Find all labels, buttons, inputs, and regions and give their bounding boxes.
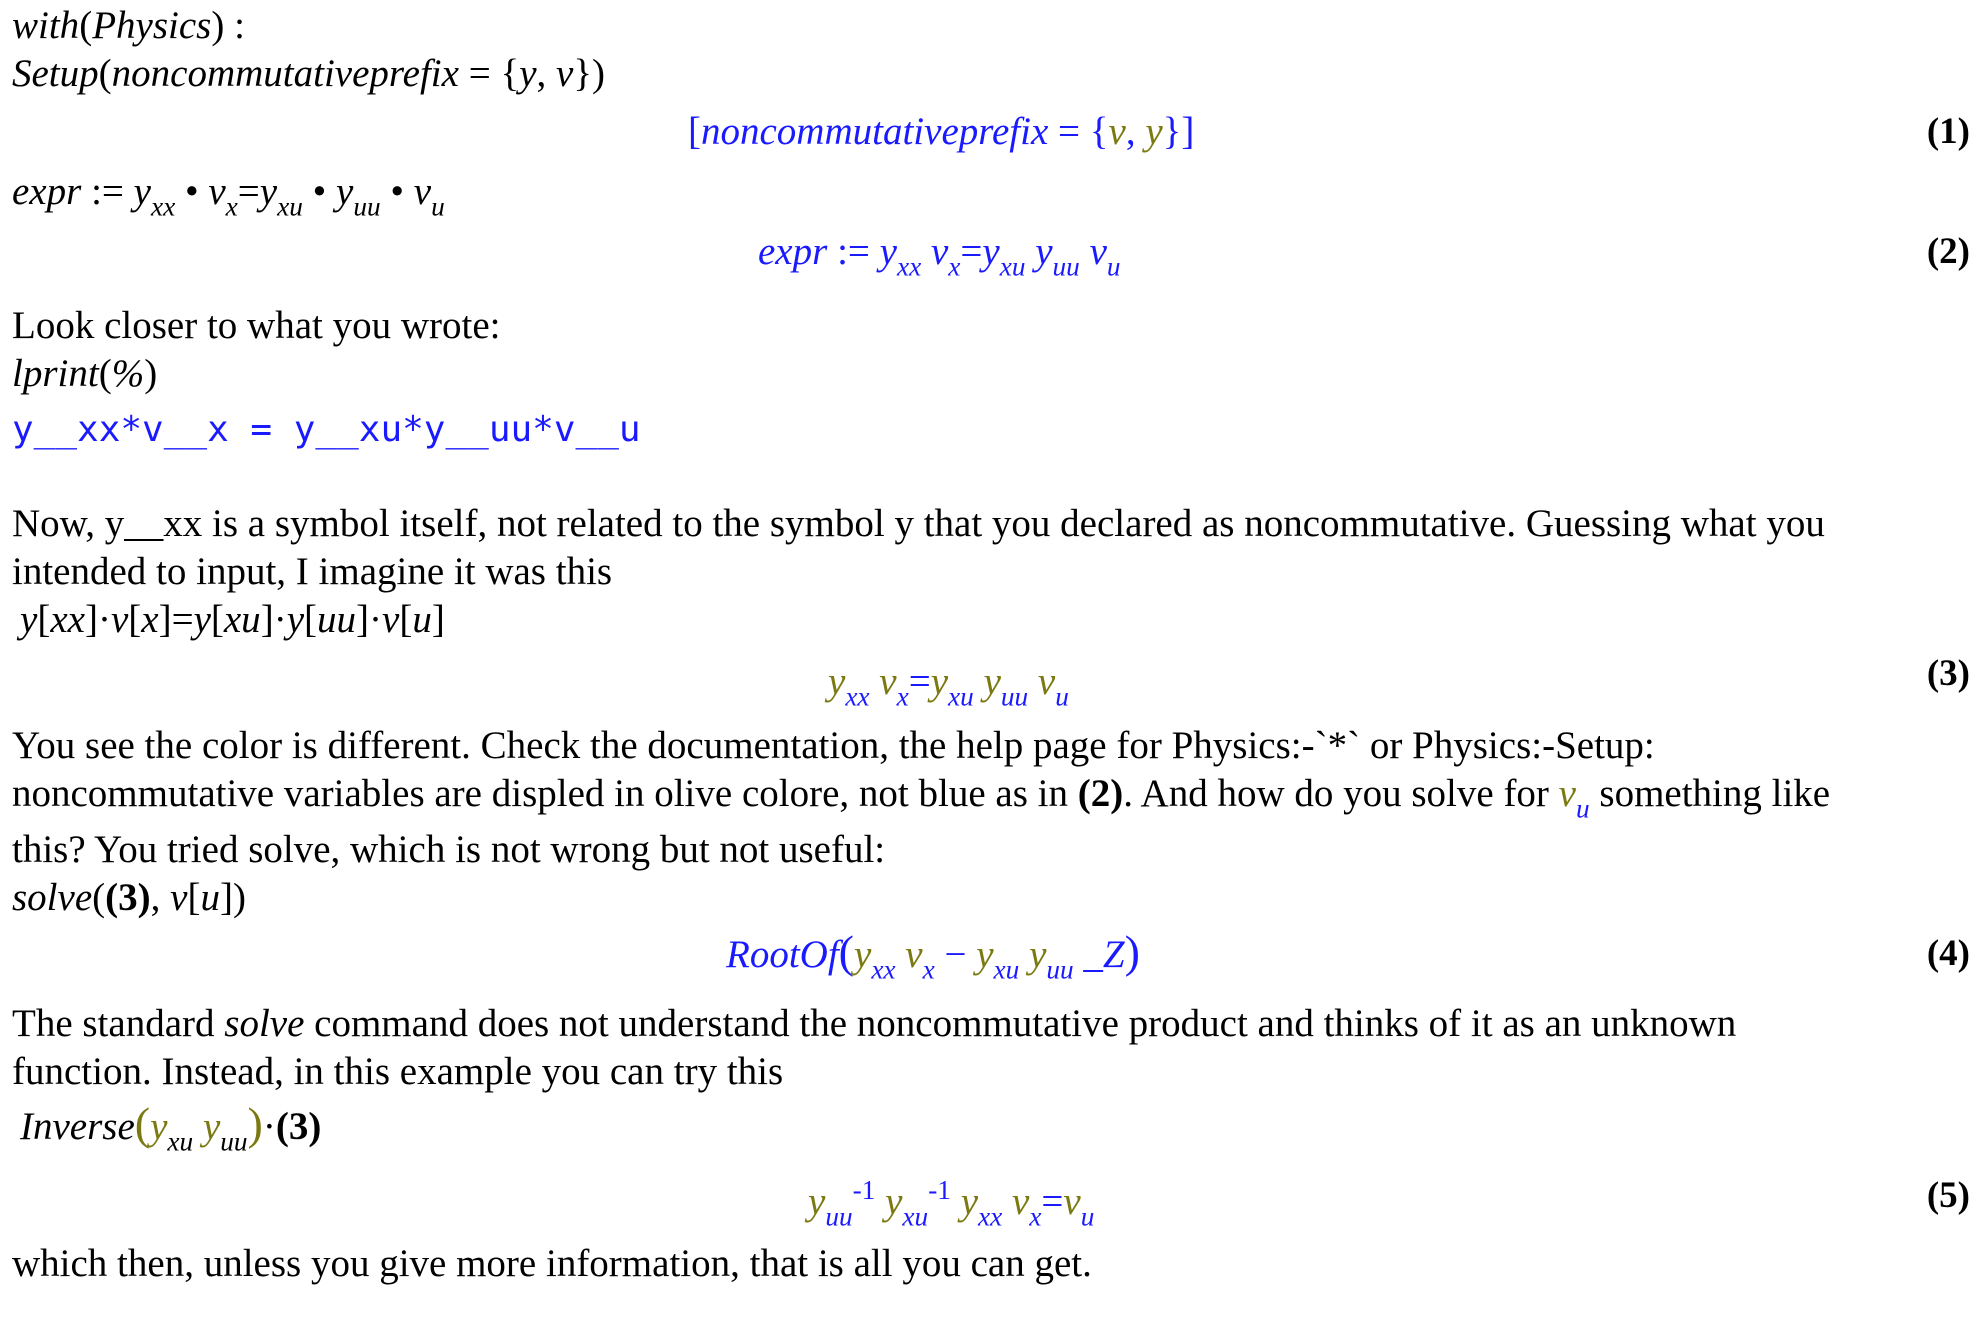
cmd-name: lprint: [12, 352, 99, 395]
sub-u: u: [1080, 1201, 1095, 1232]
var-y: y: [202, 1105, 221, 1148]
eq-sign: =: [237, 170, 260, 213]
var-y: y: [259, 170, 278, 213]
eq-sign: =: [1058, 110, 1081, 153]
index-u: u: [200, 876, 220, 919]
var-v: v: [556, 52, 574, 95]
inverse-exp: -1: [852, 1175, 876, 1205]
assign-op: :=: [837, 230, 870, 273]
text-para4: which then, unless you give more information, that is all you can get.: [12, 1242, 1092, 1285]
expr-name: expr: [758, 230, 828, 273]
var-y: y: [983, 660, 1001, 703]
var-v: v: [1063, 1180, 1081, 1223]
dot-op: •: [184, 170, 199, 213]
equation-label-5[interactable]: (5): [1926, 1175, 1970, 1216]
equation-ref-3[interactable]: (3): [275, 1105, 322, 1148]
var-v: v: [1011, 1180, 1030, 1223]
sub-uu: uu: [825, 1201, 853, 1232]
sub-u: u: [431, 191, 445, 222]
var-y: y: [930, 660, 949, 703]
var-v: v: [208, 170, 226, 213]
rbracket: ]: [1181, 110, 1195, 153]
dot-op: ·: [273, 598, 287, 641]
cmd-name: solve: [12, 876, 93, 919]
index-x: x: [141, 598, 159, 641]
dot-op: ·: [369, 598, 382, 641]
text-segment: noncommutative variables are displed in olive colore, not blue as in: [12, 772, 1078, 815]
text-segment: something like: [1589, 772, 1831, 815]
var-v: v: [413, 170, 432, 213]
eq-sign: =: [908, 660, 931, 703]
var-y: y: [808, 1180, 826, 1223]
setup-key: noncommutativeprefix: [701, 110, 1049, 153]
dot-op: ·: [97, 598, 111, 641]
comma: ,: [536, 52, 547, 95]
cmd-name: Inverse: [20, 1105, 135, 1148]
text-para2-line1: You see the color is different. Check the documentation, the help page for Physics:-`*` or Physics:-Setup:: [12, 724, 1655, 767]
index-uu: uu: [317, 598, 356, 641]
var-y: y: [133, 170, 151, 213]
var-y: y: [885, 1180, 903, 1223]
output-3: [828, 658, 1069, 712]
equation-label-1[interactable]: (1): [1926, 111, 1970, 152]
sub-uu: uu: [220, 1126, 248, 1157]
equation-ref-2[interactable]: (2): [1077, 772, 1124, 815]
var-y: y: [960, 1180, 978, 1223]
sub-uu: uu: [1052, 251, 1080, 282]
output-5: [808, 1175, 1095, 1232]
sub-x: x: [948, 251, 961, 282]
comma: ,: [1125, 110, 1136, 153]
var-y: y: [854, 933, 872, 976]
equation-label-3[interactable]: (3): [1926, 653, 1970, 694]
sub-uu: uu: [353, 191, 381, 222]
rbrace: }: [573, 52, 593, 95]
var-v: v: [170, 876, 188, 919]
equation-ref-3[interactable]: (3): [105, 876, 151, 919]
var-y: y: [519, 52, 537, 95]
sub-xu: xu: [277, 191, 303, 222]
input-indexed[interactable]: y[xx]·v[x]=y[xu]·y[uu]·v[u]: [20, 598, 445, 641]
dot-op: ·: [262, 1105, 276, 1148]
sub-uu: uu: [1000, 681, 1029, 712]
sub-x: x: [1029, 1201, 1042, 1232]
rootof-name: RootOf: [726, 933, 839, 976]
input-with-physics[interactable]: with(Physics) :: [12, 4, 245, 47]
expr-name: expr: [12, 170, 82, 213]
var-y: y: [976, 933, 994, 976]
text-para1-line1: Now, y__xx is a symbol itself, not related to the symbol y that you declared as noncommutative. Guessing what you: [12, 502, 1825, 545]
input-expr[interactable]: [12, 168, 445, 222]
sub-xu: xu: [993, 954, 1020, 985]
text-segment: The standard: [12, 1002, 225, 1045]
inverse-exp: -1: [928, 1175, 951, 1205]
input-setup[interactable]: Setup(noncommutativeprefix = {y, v}): [12, 52, 606, 95]
sub-uu: uu: [1046, 954, 1074, 985]
index-xu: xu: [223, 598, 261, 641]
colon: :: [234, 4, 245, 47]
solve-emphasis: solve: [224, 1002, 305, 1045]
input-lprint[interactable]: lprint(%): [12, 352, 158, 395]
output-4: $RootOf(y_{xx}$ $v_x - y_{xu}$ $y_{uu}$ _Z): [726, 926, 1140, 985]
sub-xu: xu: [167, 1126, 194, 1157]
var-y: y: [1035, 230, 1053, 273]
output-2: [758, 228, 1121, 282]
eq-sign: =: [468, 52, 491, 95]
sub-u: u: [1575, 793, 1590, 824]
sub-u: u: [1055, 681, 1069, 712]
var-y: y: [1145, 110, 1163, 153]
comma: ,: [150, 876, 161, 919]
output-1: [688, 108, 1194, 156]
var-v: v: [382, 598, 400, 641]
input-solve[interactable]: solve((3), v[u]): [12, 876, 246, 919]
var-v: v: [905, 933, 923, 976]
var-y: y: [286, 598, 304, 641]
sub-xu: xu: [948, 681, 974, 712]
index-xx: xx: [50, 598, 85, 641]
rbrace: }: [1162, 110, 1182, 153]
text-para2-line2: [12, 770, 1831, 824]
equation-label-2[interactable]: (2): [1926, 231, 1970, 272]
var-v: v: [930, 230, 949, 273]
text-para2-line3: this? You tried solve, which is not wrong but not useful:: [12, 828, 886, 871]
sub-xu: xu: [902, 1201, 929, 1232]
lbracket: [: [688, 110, 701, 153]
lprint-output: y__xx*v__x = y__xu*y__uu*v__u: [12, 409, 641, 450]
var-y: y: [150, 1105, 168, 1148]
minus-op: −: [944, 933, 967, 976]
text-segment: . And how do you solve for: [1123, 772, 1559, 815]
text-look-closer: Look closer to what you wrote:: [12, 304, 501, 347]
var-y: y: [20, 598, 38, 641]
rootof-z: _Z: [1083, 933, 1125, 976]
assign-op: :=: [91, 170, 124, 213]
lbrace: {: [1089, 110, 1109, 153]
eq-sign: =: [960, 230, 983, 273]
setup-key: noncommutativeprefix: [111, 52, 459, 95]
sub-xx: xx: [978, 1201, 1003, 1232]
var-y: y: [336, 170, 354, 213]
var-y: y: [828, 660, 846, 703]
sub-x: x: [225, 191, 238, 222]
lbrace: {: [500, 52, 520, 95]
var-y: y: [982, 230, 1000, 273]
cmd-name: Setup: [12, 52, 99, 95]
var-v: v: [1089, 230, 1107, 273]
text-para1-line2: intended to input, I imagine it was this: [12, 550, 613, 593]
sub-u: u: [1106, 251, 1121, 282]
eq-sign: =: [171, 598, 194, 641]
var-y: y: [193, 598, 211, 641]
text-para3-line2: function. Instead, in this example you can try this: [12, 1050, 784, 1093]
text-segment: command does not understand the noncommutative product and thinks of it as an unknown: [304, 1002, 1737, 1045]
sub-xu: xu: [999, 251, 1026, 282]
equation-label-4[interactable]: (4): [1926, 933, 1970, 974]
cmd-name: with: [12, 4, 80, 47]
input-inverse[interactable]: $Inverse(y_{xu}$ $y_{uu})\cdot(3)$: [20, 1098, 322, 1157]
sub-xx: xx: [845, 681, 870, 712]
eq-sign: =: [1041, 1180, 1064, 1223]
var-v: v: [110, 598, 129, 641]
var-v: v: [1037, 660, 1056, 703]
cmd-arg: Physics: [92, 4, 212, 47]
sub-xx: xx: [871, 954, 896, 985]
sub-xx: xx: [150, 191, 176, 222]
sub-x: x: [896, 681, 909, 712]
var-v: v: [879, 660, 897, 703]
index-u: u: [412, 598, 432, 641]
dot-op: •: [312, 170, 327, 213]
sub-xx: xx: [896, 251, 922, 282]
dot-op: •: [390, 170, 405, 213]
sub-x: x: [922, 954, 935, 985]
var-v: v: [1108, 110, 1126, 153]
text-para3-line1: [12, 1000, 1736, 1048]
var-y: y: [1029, 933, 1047, 976]
cmd-arg: %: [111, 352, 145, 395]
var-y: y: [879, 230, 897, 273]
var-v: v: [1558, 772, 1576, 815]
